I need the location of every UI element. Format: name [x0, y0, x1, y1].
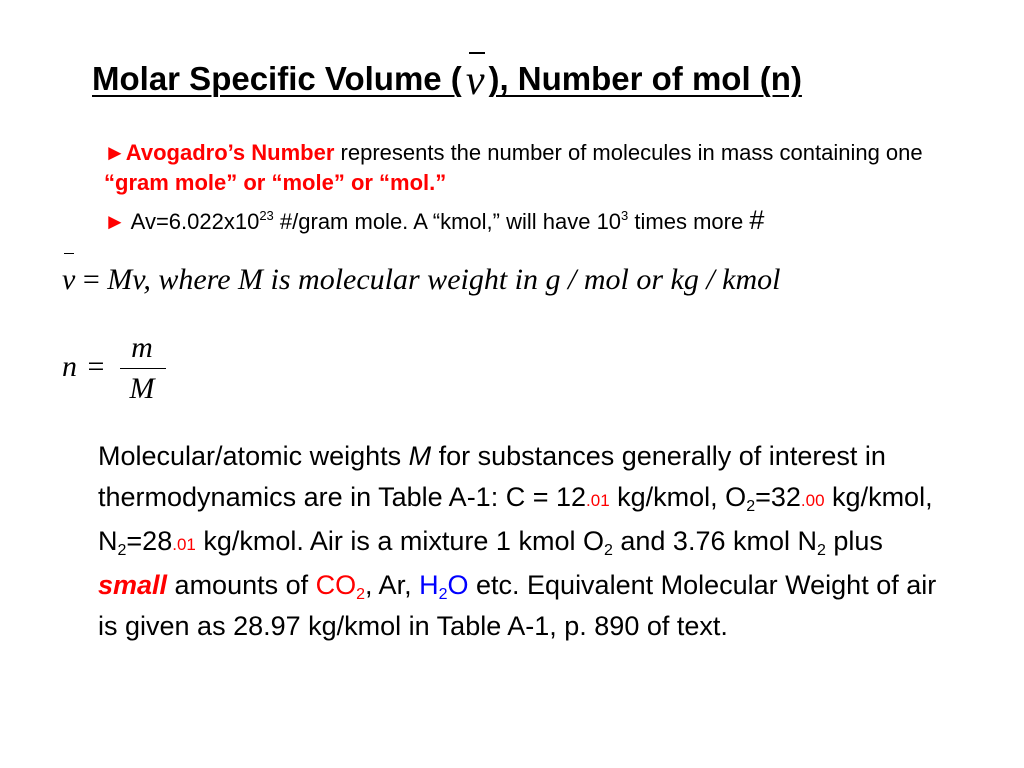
- bullet-av-value: [104, 205, 984, 237]
- equals: =: [80, 350, 112, 383]
- symbol-v: v: [465, 58, 485, 104]
- bullet-marker: ►: [104, 140, 126, 165]
- bullet-text: times more: [628, 209, 750, 234]
- n-symbol: n: [62, 350, 77, 383]
- bullet-marker: ►: [104, 209, 126, 234]
- co2-formula: $CO_2$: [315, 570, 366, 603]
- title-text-start: Molar Specific Volume (: [92, 60, 462, 97]
- overbar: [469, 52, 486, 54]
- formula-molar-volume: [62, 263, 781, 297]
- v-bar: v: [62, 263, 75, 297]
- molecular-weights-paragraph: Molecular/atomic weights M for substances generally of interest in thermodynamics are in Table A-1: C = 12.01 kg/kmol, $O_2=32.00$ kg/kmol, $N_2=28.01$ kg/kmol. Air is a mixture 1 kmol $O_2$ and 3.76 kmol $N_2$ plus small amounts of $CO_2$, Ar, $H_2O$ etc. Equivalent Molecular Weight of air is given as 28.97 kg/kmol in Table A-1, p. 890 of text.: [98, 441, 937, 641]
- carbon-decimal: .01: [586, 491, 610, 510]
- molar-volume-symbol: [462, 60, 489, 102]
- exponent: 23: [259, 208, 274, 223]
- bullet-avogadro: [104, 138, 984, 198]
- avogadro-term: Avogadro’s Number: [125, 140, 335, 165]
- small-emphasis: small: [98, 570, 168, 600]
- denominator: M: [129, 372, 155, 405]
- formula-description: , where M is molecular weight in g / mol or kg / kmol: [143, 263, 781, 296]
- hash-symbol: #: [749, 205, 765, 235]
- title-text-end: ), Number of mol (n): [488, 60, 802, 97]
- bullet-list: [104, 138, 984, 237]
- nitrogen-decimal: .01: [172, 535, 196, 554]
- formula-rhs: Mv: [107, 263, 144, 296]
- bullet-text: Av=6.022x10: [125, 209, 260, 234]
- slide-title: [92, 60, 802, 102]
- symbol-m: M: [408, 441, 432, 471]
- numerator: m: [131, 331, 153, 364]
- mole-definition: “gram mole” or “mole” or “mol.”: [104, 170, 447, 195]
- exponent: 3: [621, 208, 629, 223]
- bullet-text: represents the number of molecules in mass containing one: [334, 140, 923, 165]
- overbar: [64, 253, 74, 254]
- fraction: [118, 328, 166, 409]
- equals: =: [75, 263, 108, 296]
- bullet-text: #/gram mole. A “kmol,” will have 10: [273, 209, 622, 234]
- h2o-formula: $H_2O$: [419, 570, 469, 603]
- oxygen-decimal: .00: [800, 491, 825, 510]
